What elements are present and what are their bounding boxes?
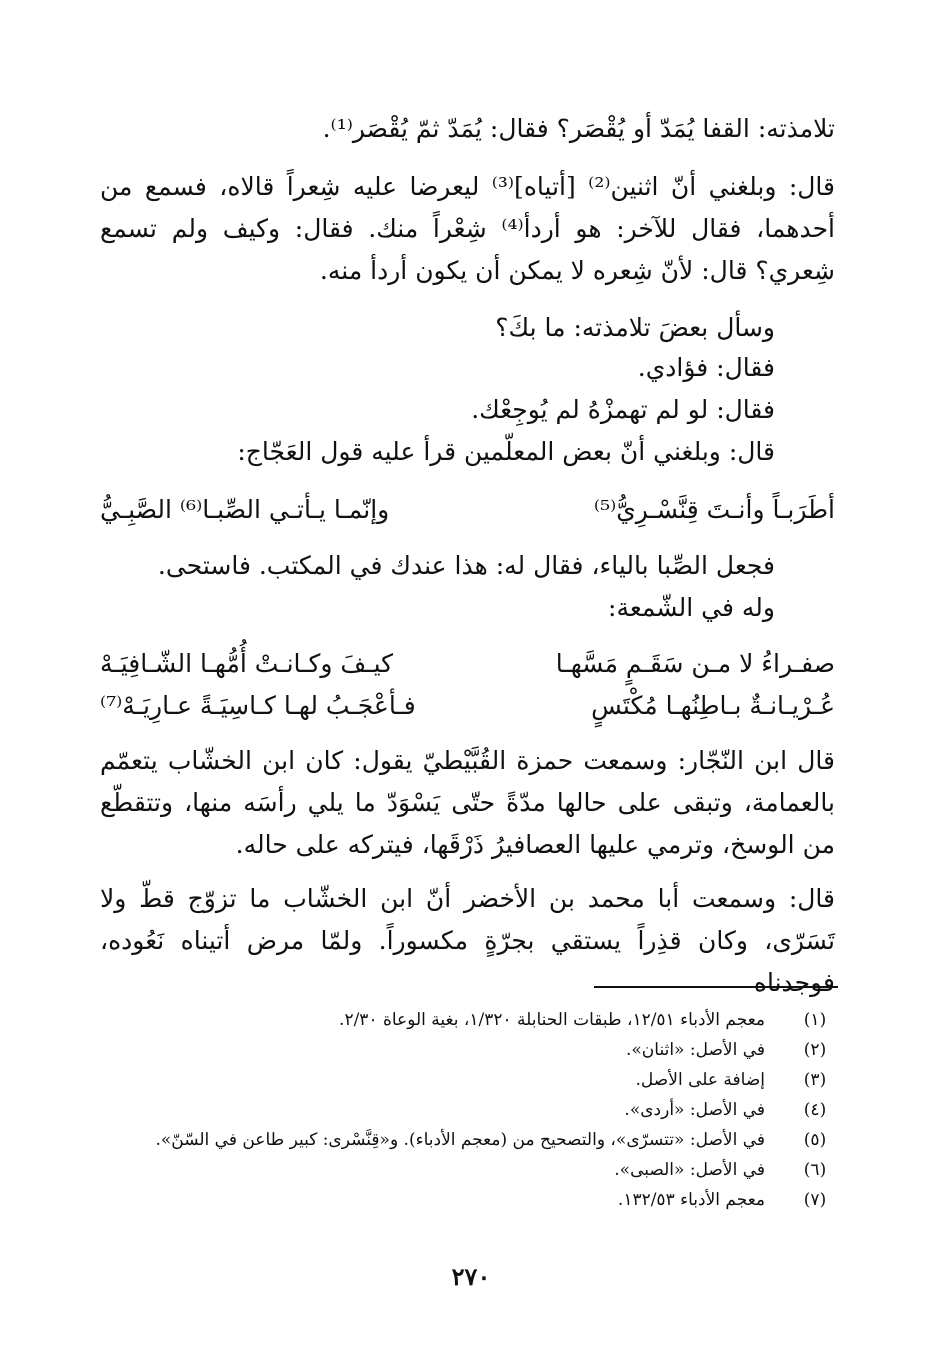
footnote-text: في الأصل: «اثنان». [625,1040,765,1060]
verse-second-hemistich: كيـفَ وكـانـتْ أُمُّهـا الشّـافِيَـهْ [100,649,394,678]
footnote-number: (٦) [803,1160,827,1180]
footnote-text: معجم الأدباء ١٢/٥١، طبقات الحنابلة ١/٣٢٠، بغية الوعاة ٢/٣٠. [339,1010,765,1030]
poem-verse [100,490,835,530]
footnote [100,1005,835,1035]
footnote-number: (٧) [803,1190,827,1210]
footnote [100,1125,835,1155]
footnote-number: (٤) [803,1100,827,1120]
verse-first-hemistich: عُـرْيـانـةٌ بـاطِنُهـا مُكْتَسٍ [591,691,835,720]
verse-first-hemistich: صفـراءُ لا مـن سَقَـمٍ مَسَّهـا [555,649,835,678]
footnote-number: (٢) [803,1040,827,1060]
poem-verse [100,686,835,726]
verse-first-hemistich: أطَرَبـاً وأنـتَ قِنَّسْـرِيُّ⁽⁵⁾ [593,495,835,524]
paragraph-ibn-najjar: قال ابن النّجّار: وسمعت حمزة القُبَّيْطيّ يقول: كان ابن الخشّاب يتعمّم بالعمامة، وتبقى على حالها مدّةً حتّى يَسْوَدّ ما يلي رأسَه منها، وتتقطّع من الوسخ، وترمي عليها العصافيرُ ذَرْقَها، فيتركه على حاله. [100,746,835,859]
footnote-text: في الأصل: «تتسرّى»، والتصحيح من (معجم الأدباء). و«قِنَّسْرى: كبير طاعن في السّنّ». [155,1130,765,1150]
footnote [100,1155,835,1185]
footnote-number: (١) [803,1010,827,1030]
paragraph-anecdote: قال: وبلغني أنّ اثنين⁽²⁾ [أتياه]⁽³⁾ ليعرضا عليه شِعراً قالاه، فسمع من أحدهما، فقال للآخر: هو أردأ⁽⁴⁾ شِعْراً منك. فقال: وكيف ولم تسمع شِعري؟ قال: لأنّ شِعره لا يمكن أن يكون أردأ منه. [100,172,835,285]
dialogue-line: وسأل بعضَ تلامذته: ما بكَ؟ [495,313,775,342]
footnote-text: معجم الأدباء ١٣٢/٥٣. [617,1190,765,1210]
verse-second-hemistich: فـأعْجَـبُ لهـا كـاسِيَـةً عـارِيَـهْ⁽⁷⁾ [100,691,416,720]
dialogue-line: فقال: لو لم تهمزْهُ لم يُوجِعْك. [471,395,775,424]
footnote-number: (٣) [803,1070,827,1090]
footnote [100,1095,835,1125]
poem-verse [100,644,835,684]
footnote [100,1185,835,1215]
paragraph-opening: تلامذته: القفا يُمَدّ أو يُقْصَر؟ فقال: يُمَدّ ثمّ يُقْصَر⁽¹⁾. [322,114,835,143]
footnote-text: إضافة على الأصل. [635,1070,765,1090]
narrative-line: وله في الشّمعة: [608,593,775,622]
footnote-separator [594,986,838,988]
footnote-number: (٥) [803,1130,827,1150]
narrative-line: فجعل الصِّبا بالياء، فقال له: هذا عندك في المكتب. فاستحى. [157,551,775,580]
paragraph-ibn-akhdar: قال: وسمعت أبا محمد بن الأخضر أنّ ابن الخشّاب ما تزوّج قطّ ولا تَسَرّى، وكان قذِراً يستقي بجرّةٍ مكسوراً. ولمّا مرض أتيناه نَعُوده، فوجدناه [100,884,835,997]
footnote [100,1065,835,1095]
verse-second-hemistich: وإنّمـا يـأتـي الصِّبـا⁽⁶⁾ الصَّبِـيُّ [100,495,390,524]
page-number: ٢٧٠ [451,1262,491,1291]
footnote-text: في الأصل: «الصبى». [614,1160,765,1180]
dialogue-line: فقال: فؤادي. [637,353,775,382]
dialogue-line: قال: وبلغني أنّ بعض المعلّمين قرأ عليه قول العَجّاج: [237,437,775,466]
footnote-text: في الأصل: «أردى». [624,1100,765,1120]
footnote [100,1035,835,1065]
